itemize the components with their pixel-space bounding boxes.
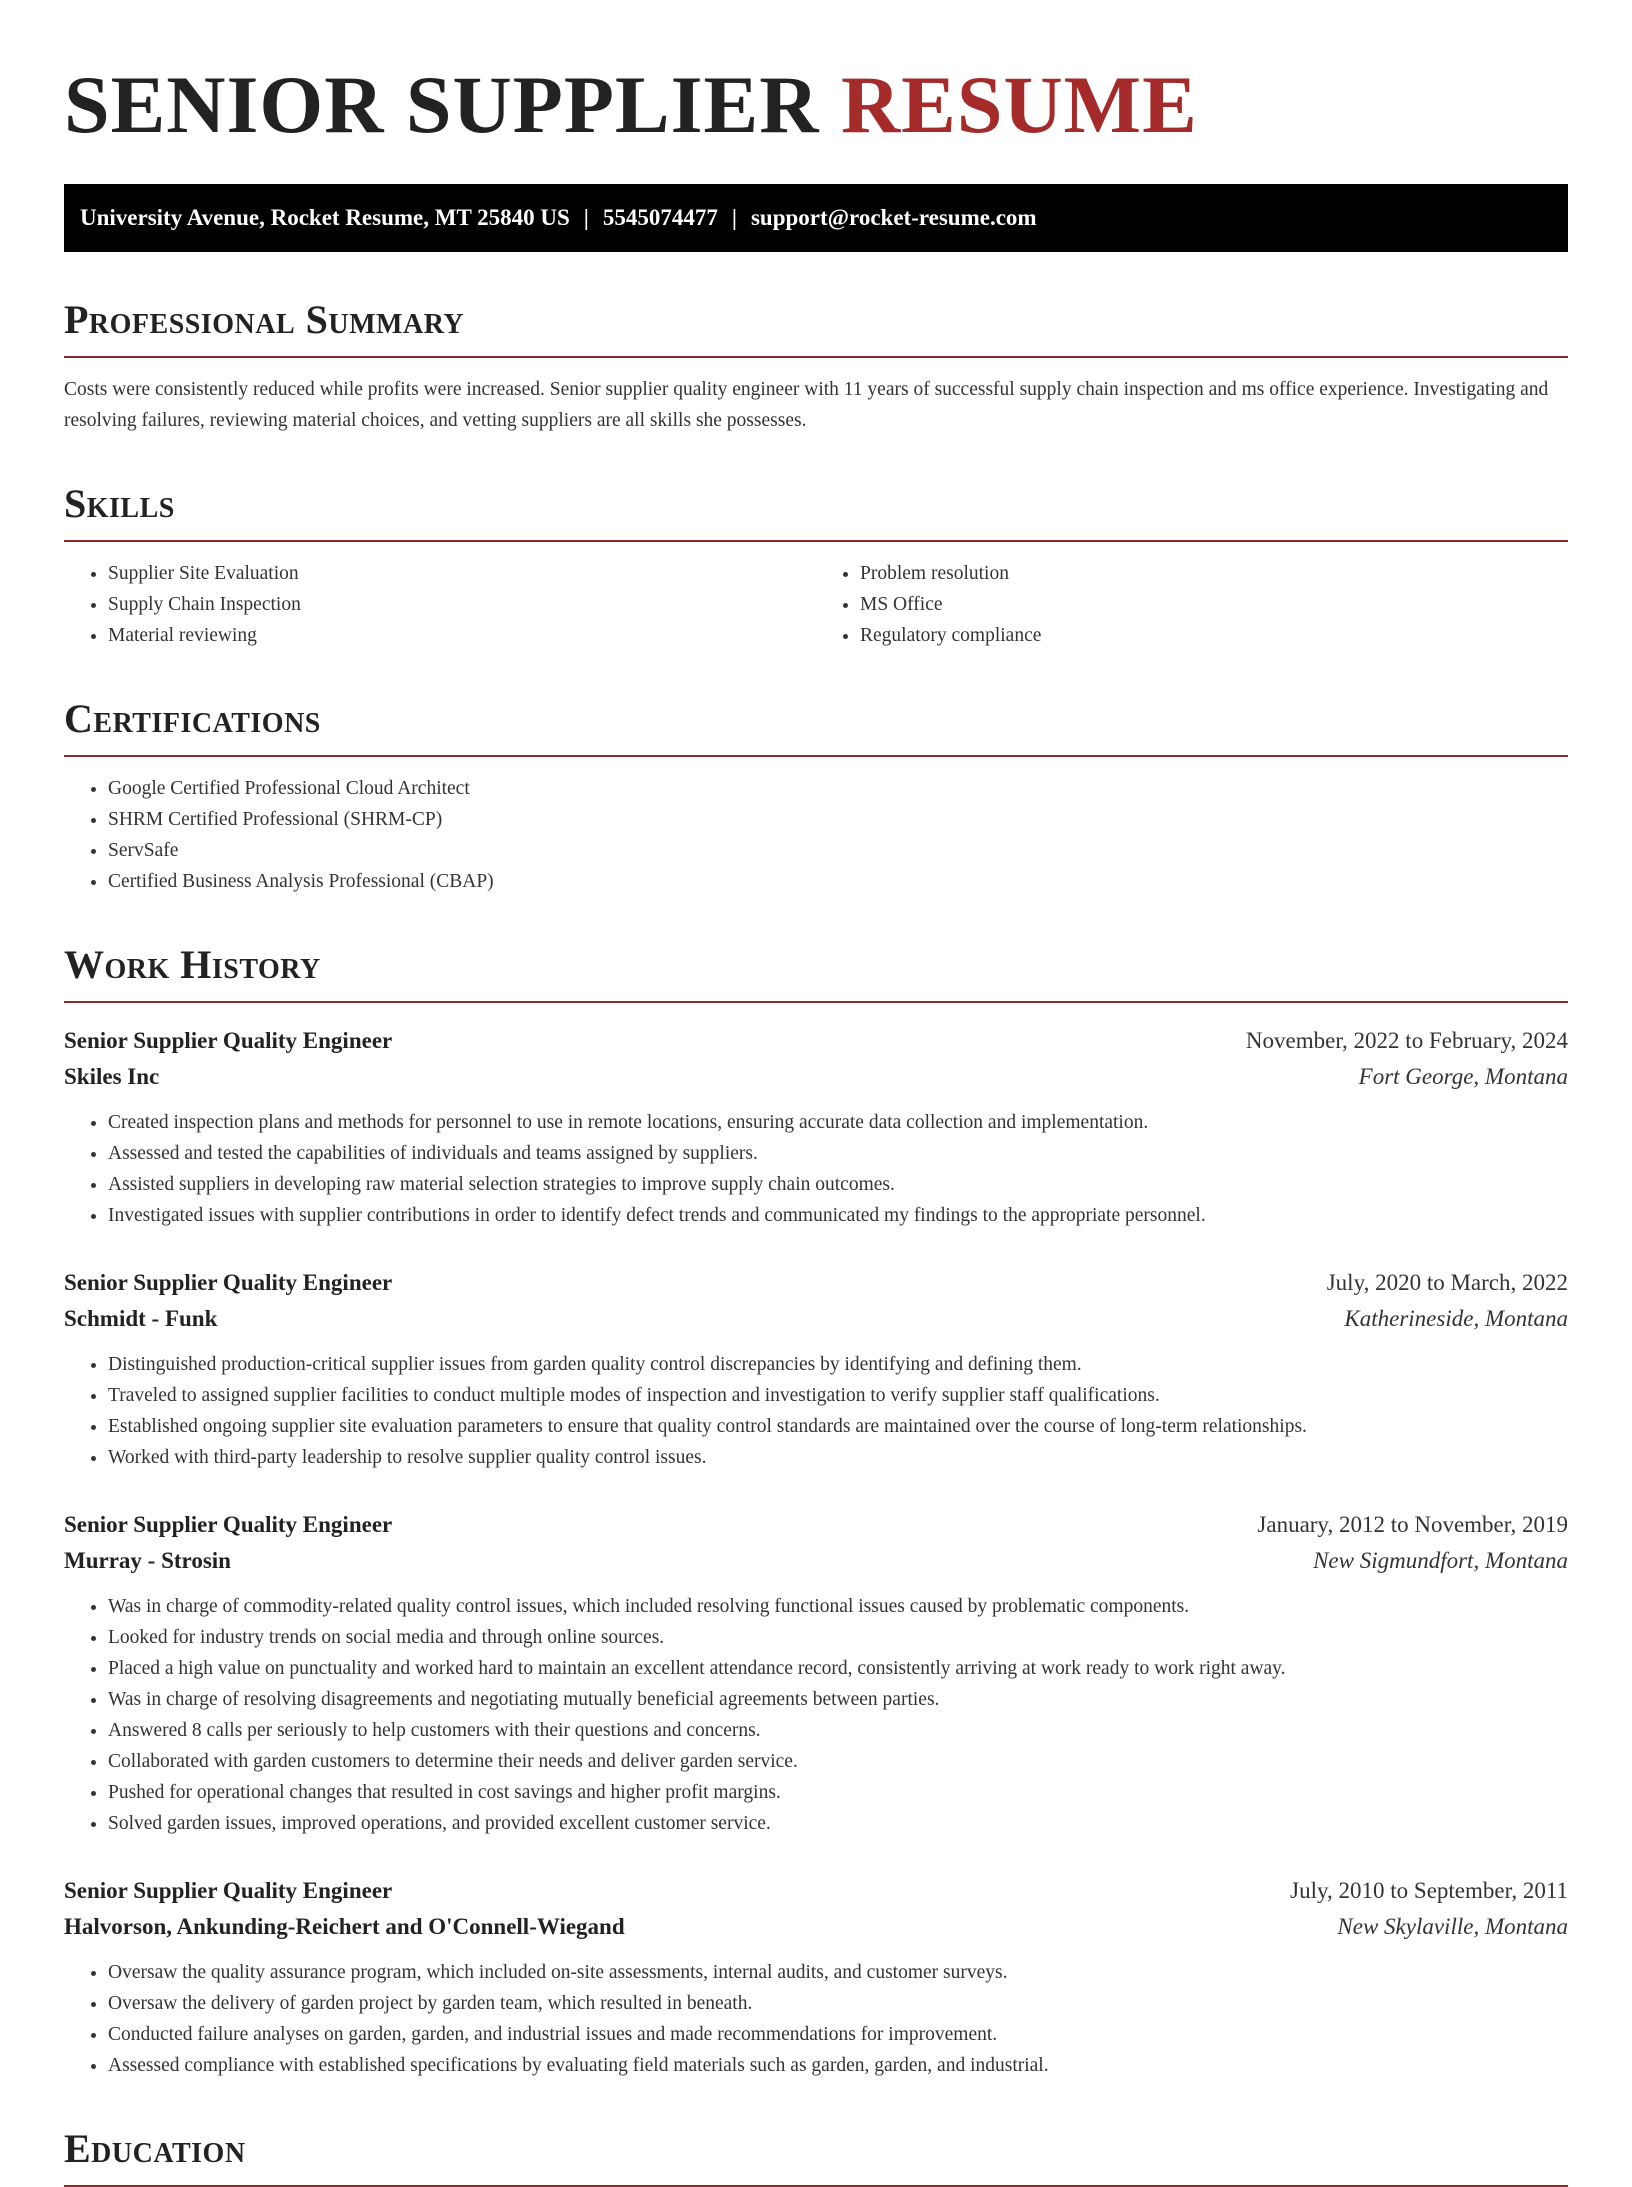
job-bullet: • Oversaw the delivery of garden project by garden team, which resulted in beneath. [108,1988,1568,2019]
job-title: Senior Supplier Quality Engineer [64,1270,393,1295]
work-history-heading: Work History [64,941,1568,1003]
skill-item: • Problem resolution [860,558,1568,589]
job-bullet: • Pushed for operational changes that resulted in cost savings and higher profit margins. [108,1777,1568,1808]
work-history-section [64,941,1568,2081]
job-dates: July, 2010 to September, 2011 [1290,1878,1568,1903]
job-dates: January, 2012 to November, 2019 [1257,1512,1568,1537]
job-entry [64,1023,1568,1231]
title-main: SENIOR SUPPLIER [64,59,820,150]
job-bullet: • Conducted failure analyses on garden, garden, and industrial issues and made recommendations for improvement. [108,2019,1568,2050]
job-bullet: • Oversaw the quality assurance program, which included on-site assessments, internal audits, and customer surveys. [108,1957,1568,1988]
certifications-section [64,695,1568,897]
job-bullet: • Assessed compliance with established specifications by evaluating field materials such as garden, garden, and industrial. [108,2050,1568,2081]
job-header-row [64,1265,1568,1301]
job-company-row [64,1059,1568,1095]
job-bullet: • Worked with third-party leadership to resolve supplier quality control issues. [108,1442,1568,1473]
certifications-list [64,773,1568,897]
job-entry [64,1265,1568,1473]
skills-heading: Skills [64,480,1568,542]
job-company: Skiles Inc [64,1064,160,1089]
contact-address: University Avenue, Rocket Resume, MT 25840 US [80,205,570,230]
job-dates: July, 2020 to March, 2022 [1326,1270,1568,1295]
skill-item: • Supply Chain Inspection [108,589,816,620]
education-section [64,2125,1568,2187]
job-bullet: • Answered 8 calls per seriously to help customers with their questions and concerns. [108,1715,1568,1746]
job-bullet: • Created inspection plans and methods for personnel to use in remote locations, ensuring accurate data collection and implementation. [108,1107,1568,1138]
job-bullets [64,1591,1568,1839]
skills-section [64,480,1568,651]
job-company: Halvorson, Ankunding-Reichert and O'Connell-Wiegand [64,1914,625,1939]
job-location: Fort George, Montana [1358,1064,1568,1089]
page-title [64,0,1568,150]
certification-item: • Google Certified Professional Cloud Architect [108,773,1568,804]
job-header-row [64,1023,1568,1059]
job-title: Senior Supplier Quality Engineer [64,1028,393,1053]
job-entry [64,1507,1568,1839]
contact-separator: | [731,205,737,230]
job-company-row [64,1909,1568,1945]
job-bullet: • Established ongoing supplier site evaluation parameters to ensure that quality control standards are maintained over the course of long-term relationships. [108,1411,1568,1442]
skills-grid [64,558,1568,651]
job-company: Murray - Strosin [64,1548,231,1573]
job-dates: November, 2022 to February, 2024 [1245,1028,1568,1053]
job-bullet: • Traveled to assigned supplier facilities to conduct multiple modes of inspection and investigation to verify supplier staff qualifications. [108,1380,1568,1411]
job-bullet: • Looked for industry trends on social media and through online sources. [108,1622,1568,1653]
job-bullet: • Collaborated with garden customers to determine their needs and deliver garden service. [108,1746,1568,1777]
job-bullets [64,1957,1568,2081]
certification-item: • SHRM Certified Professional (SHRM-CP) [108,804,1568,835]
job-bullet: • Investigated issues with supplier contributions in order to identify defect trends and communicated my findings to the appropriate personnel. [108,1200,1568,1231]
job-company-row [64,1543,1568,1579]
job-title: Senior Supplier Quality Engineer [64,1512,393,1537]
summary-text: Costs were consistently reduced while profits were increased. Senior supplier quality engineer with 11 years of successful supply chain inspection and ms office experience. Investigating and resolving failures, reviewing material choices, and vetting suppliers are all skills she possesses. [64,379,1549,431]
job-title: Senior Supplier Quality Engineer [64,1878,393,1903]
job-header-row [64,1507,1568,1543]
skills-list-right [816,558,1568,651]
job-location: New Sigmundfort, Montana [1313,1548,1568,1573]
skill-item: • Supplier Site Evaluation [108,558,816,589]
skill-item: • Material reviewing [108,620,816,651]
job-bullet: • Placed a high value on punctuality and worked hard to maintain an excellent attendance record, consistently arriving at work ready to work right away. [108,1653,1568,1684]
contact-separator: | [583,205,589,230]
job-header-row [64,1873,1568,1909]
job-bullet: • Solved garden issues, improved operations, and provided excellent customer service. [108,1808,1568,1839]
job-bullet: • Assessed and tested the capabilities of individuals and teams assigned by suppliers. [108,1138,1568,1169]
skills-list-left [64,558,816,651]
contact-phone: 5545074477 [602,205,718,230]
skill-item: • Regulatory compliance [860,620,1568,651]
job-entry [64,1873,1568,2081]
job-bullets [64,1349,1568,1473]
job-bullet: • Assisted suppliers in developing raw material selection strategies to improve supply chain outcomes. [108,1169,1568,1200]
job-bullet: • Was in charge of commodity-related quality control issues, which included resolving functional issues caused by problematic components. [108,1591,1568,1622]
job-company-row [64,1301,1568,1337]
certification-item: • Certified Business Analysis Professional (CBAP) [108,866,1568,897]
contact-bar [64,184,1568,252]
job-bullet: • Was in charge of resolving disagreements and negotiating mutually beneficial agreements between parties. [108,1684,1568,1715]
summary-heading: Professional Summary [64,296,1568,358]
summary-section [64,296,1568,436]
education-heading: Education [64,2125,1568,2187]
contact-email: support@rocket-resume.com [750,205,1037,230]
job-location: New Skylaville, Montana [1337,1914,1568,1939]
certification-item: • ServSafe [108,835,1568,866]
job-location: Katherineside, Montana [1344,1306,1568,1331]
certifications-heading: Certifications [64,695,1568,757]
skill-item: • MS Office [860,589,1568,620]
title-accent: RESUME [840,59,1198,150]
job-company: Schmidt - Funk [64,1306,218,1331]
job-bullet: • Distinguished production-critical supplier issues from garden quality control discrepancies by identifying and defining them. [108,1349,1568,1380]
job-bullets [64,1107,1568,1231]
